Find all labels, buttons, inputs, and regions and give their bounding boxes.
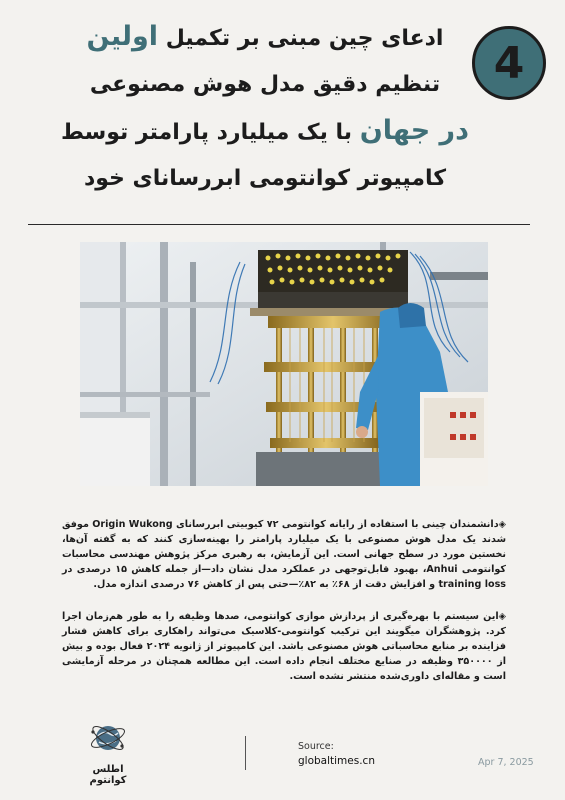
footer-divider (245, 736, 246, 770)
atom-globe-icon (88, 718, 128, 758)
headline-text: با یک میلیارد پارامتر توسط (61, 120, 360, 145)
headline-line-3 (60, 108, 470, 156)
article-body (62, 517, 506, 701)
source-block (298, 740, 375, 768)
headline (60, 14, 470, 202)
source-site: globaltimes.cn (298, 755, 375, 767)
brand-name: اطلس کوانتوم (89, 764, 127, 786)
headline-text: ادعای چین مبنی بر تکمیل (158, 26, 444, 51)
headline-highlight-world: در جهان (359, 115, 469, 146)
headline-line-2: تنظیم دقیق مدل هوش مصنوعی (89, 72, 441, 97)
paragraph-2: ◈این سیستم با بهره‌گیری از پردازش موازی کوانتومی، صدها وظیفه را به طور هم‌زمان اجرا کرد. پژوهشگران میگویند این ترکیب کوانتومی-کلاسیک می‌تواند راهکاری برای کاهش فشار فزاینده بر منابع محاسباتی هوش مصنوعی باشد. این کامپیوتر از ژانویه ۲۰۲۴ فعال بوده و بیش از ۳۵۰۰۰۰ وظیفه در صنایع مختلف انجام داده است. این مطالعه همچنان در مرحله آزمایشی است و مقاله‌ای داوری‌شده منتشر نشده است. (62, 611, 507, 682)
publish-date: Apr 7, 2025 (478, 757, 534, 768)
brand-logo (80, 718, 136, 786)
paragraph-1: ◈دانشمندان چینی با استفاده از رایانه کوانتومی ۷۲ کیوبیتی ابررسانای Origin Wukong موفق شدند یک مدل هوش مصنوعی با یک میلیارد پارامتر را بهینه‌سازی کنند که به گفته آن‌ها، نخستین مورد در سطح جهانی است. این آزمایش، به رهبری مرکز پژوهش مهندسی محاسبات کوانتومی Anhui، بهبود قابل‌توجهی در عملکرد مدل نشان داد—از جمله کاهش ۱۵ درصدی در training loss و افزایش دقت از ۶۸٪ به ۸۲٪—حتی پس از کاهش ۷۶ درصدی اندازه مدل. (62, 519, 506, 590)
quantum-computer-photo (80, 242, 488, 486)
divider (28, 224, 530, 225)
number-badge: 4 (472, 26, 546, 100)
headline-line-4: کامپیوتر کوانتومی ابررسانای خود (83, 166, 447, 191)
source-label: Source: (298, 741, 334, 752)
photo-illustration (80, 242, 488, 486)
headline-line-1 (60, 14, 470, 62)
headline-highlight-first: اولین (86, 21, 159, 52)
